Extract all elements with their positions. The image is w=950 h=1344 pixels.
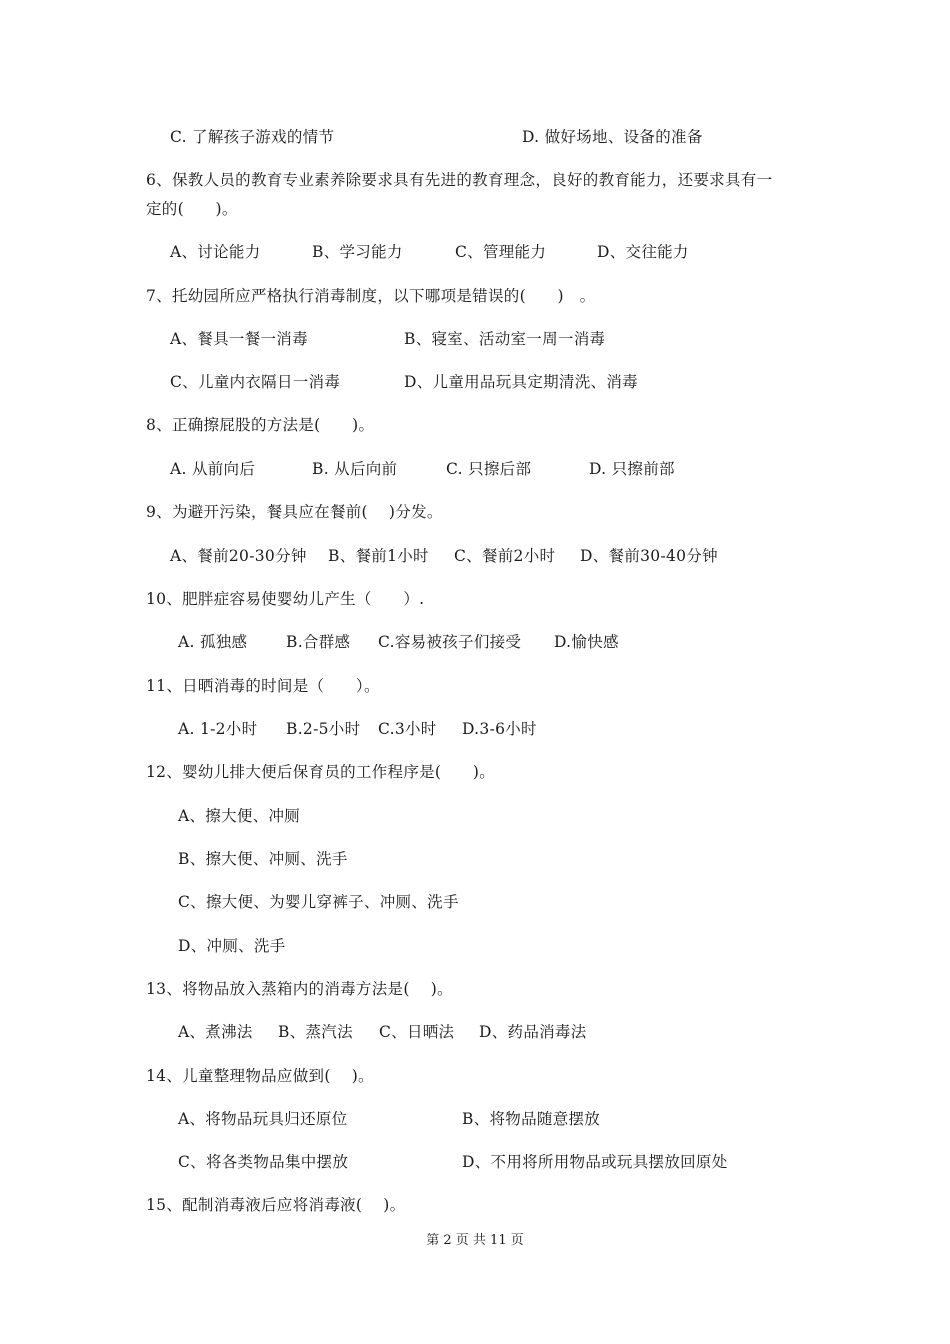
q9-option-a: A、餐前20-30分钟 (170, 547, 307, 565)
q11-option-a: A. 1-2小时 (178, 720, 258, 738)
question-8: 8、正确擦屁股的方法是( )。 (146, 416, 375, 434)
question-10: 10、肥胖症容易使婴幼儿产生（ ）. (146, 590, 425, 608)
question-15: 15、配制消毒液后应将消毒液( )。 (146, 1196, 406, 1214)
q6-option-b: B、学习能力 (312, 243, 403, 261)
q6-option-a: A、讨论能力 (170, 243, 261, 261)
q10-option-a: A. 孤独感 (178, 633, 248, 651)
page-number-footer: 第 2 页 共 11 页 (426, 1233, 524, 1248)
q8-option-d: D. 只擦前部 (589, 460, 675, 478)
q13-option-d: D、药品消毒法 (479, 1023, 587, 1041)
question-7: 7、托幼园所应严格执行消毒制度，以下哪项是错误的( ) 。 (146, 287, 596, 305)
q6-option-d: D、交往能力 (597, 243, 689, 261)
q7-option-b: B、寝室、活动室一周一消毒 (404, 330, 606, 348)
q7-option-d: D、儿童用品玩具定期清洗、消毒 (404, 373, 638, 391)
question-13: 13、将物品放入蒸箱内的消毒方法是( )。 (146, 980, 453, 998)
q11-option-c: C.3小时 (378, 720, 437, 738)
question-11: 11、日晒消毒的时间是（ ）。 (146, 677, 380, 695)
q12-option-a: A、擦大便、冲厕 (178, 807, 301, 825)
q12-option-d: D、冲厕、洗手 (178, 937, 286, 955)
q11-option-d: D.3-6小时 (462, 720, 537, 738)
question-12: 12、婴幼儿排大便后保育员的工作程序是( )。 (146, 763, 496, 781)
q13-option-a: A、煮沸法 (178, 1023, 253, 1041)
q8-option-b: B. 从后向前 (312, 460, 398, 478)
q14-option-b: B、将物品随意摆放 (462, 1110, 601, 1128)
q14-option-c: C、将各类物品集中摆放 (178, 1153, 349, 1171)
q5-option-d: D. 做好场地、设备的准备 (522, 128, 703, 146)
q9-option-d: D、餐前30-40分钟 (580, 547, 718, 565)
q7-option-a: A、餐具一餐一消毒 (170, 330, 308, 348)
q12-option-c: C、擦大便、为婴儿穿裤子、冲厕、洗手 (178, 893, 459, 911)
q10-option-d: D.愉快感 (554, 633, 619, 651)
q14-option-d: D、不用将所用物品或玩具摆放回原处 (462, 1153, 728, 1171)
q11-option-b: B.2-5小时 (286, 720, 361, 738)
question-14: 14、儿童整理物品应做到( )。 (146, 1067, 374, 1085)
q9-option-b: B、餐前1小时 (328, 547, 429, 565)
q13-option-c: C、日晒法 (379, 1023, 455, 1041)
q14-option-a: A、将物品玩具归还原位 (178, 1110, 348, 1128)
q10-option-c: C.容易被孩子们接受 (378, 633, 522, 651)
q9-option-c: C、餐前2小时 (454, 547, 556, 565)
question-9: 9、为避开污染，餐具应在餐前( )分发。 (146, 503, 443, 521)
q10-option-b: B.合群感 (286, 633, 351, 651)
q6-option-c: C、管理能力 (455, 243, 547, 261)
q13-option-b: B、蒸汽法 (278, 1023, 353, 1041)
q12-option-b: B、擦大便、冲厕、洗手 (178, 850, 348, 868)
q5-option-c: C. 了解孩子游戏的情节 (170, 128, 335, 146)
q8-option-a: A. 从前向后 (170, 460, 256, 478)
q7-option-c: C、儿童内衣隔日一消毒 (170, 373, 341, 391)
question-6-line-2: 定的( )。 (146, 200, 238, 218)
q8-option-c: C. 只擦后部 (446, 460, 532, 478)
question-6: 6、保教人员的教育专业素养除要求具有先进的教育理念，良好的教育能力，还要求具有一 (146, 171, 773, 189)
